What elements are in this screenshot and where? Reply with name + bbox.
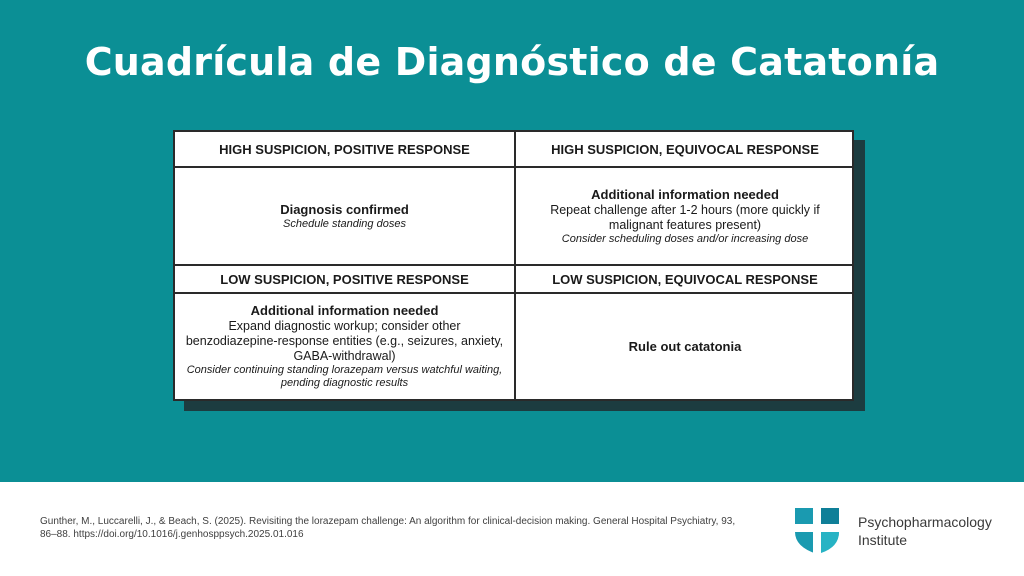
q3-note-2: pending diagnostic results [280,377,409,389]
q1-body [175,168,516,266]
diagnosis-grid [173,130,854,401]
q3-body [175,294,516,399]
page-title: Cuadrícula de Diagnóstico de Catatonía [84,40,940,84]
brand-line-2: Institute [858,532,908,548]
citation [40,515,740,541]
q1-header: HIGH SUSPICION, POSITIVE RESPONSE [175,132,516,168]
q2-detail-2: malignant features present) [608,217,762,232]
q3-detail-1: Expand diagnostic workup; consider other [228,319,461,333]
brand-name [858,513,992,549]
q3-header: LOW SUSPICION, POSITIVE RESPONSE [175,266,516,294]
q4-header: LOW SUSPICION, EQUIVOCAL RESPONSE [516,266,854,294]
q3-detail-2: benzodiazepine-response entities (e.g., seizures, anxiety, [185,334,504,348]
q2-body [516,168,854,266]
q1-result: Diagnosis confirmed [280,201,409,217]
q3-note-1: Consider continuing standing lorazepam versus watchful waiting, [186,364,503,376]
shield-cross-icon [792,505,842,555]
q3-result: Additional information needed [250,303,439,318]
q1-note: Schedule standing doses [283,217,406,230]
q2-note: Consider scheduling doses and/or increasing dose [561,232,809,245]
citation-line-2: 86–88. https://doi.org/10.1016/j.genhosppsych.2025.01.016 [40,529,304,540]
q2-header: HIGH SUSPICION, EQUIVOCAL RESPONSE [516,132,854,168]
q2-result: Additional information needed [591,186,779,202]
brand-line-1: Psychopharmacology [858,514,992,530]
q4-result: Rule out catatonia [628,338,742,354]
q3-detail-3: GABA-withdrawal) [293,349,396,363]
citation-line-1: Gunther, M., Luccarelli, J., & Beach, S. (2025). Revisiting the lorazepam challenge: An algorithm for clinical-decision making. General Hospital Psychiatry, 93, [40,516,736,527]
q2-detail-1: Repeat challenge after 1-2 hours (more quickly if [550,202,820,217]
q4-body [516,294,854,399]
